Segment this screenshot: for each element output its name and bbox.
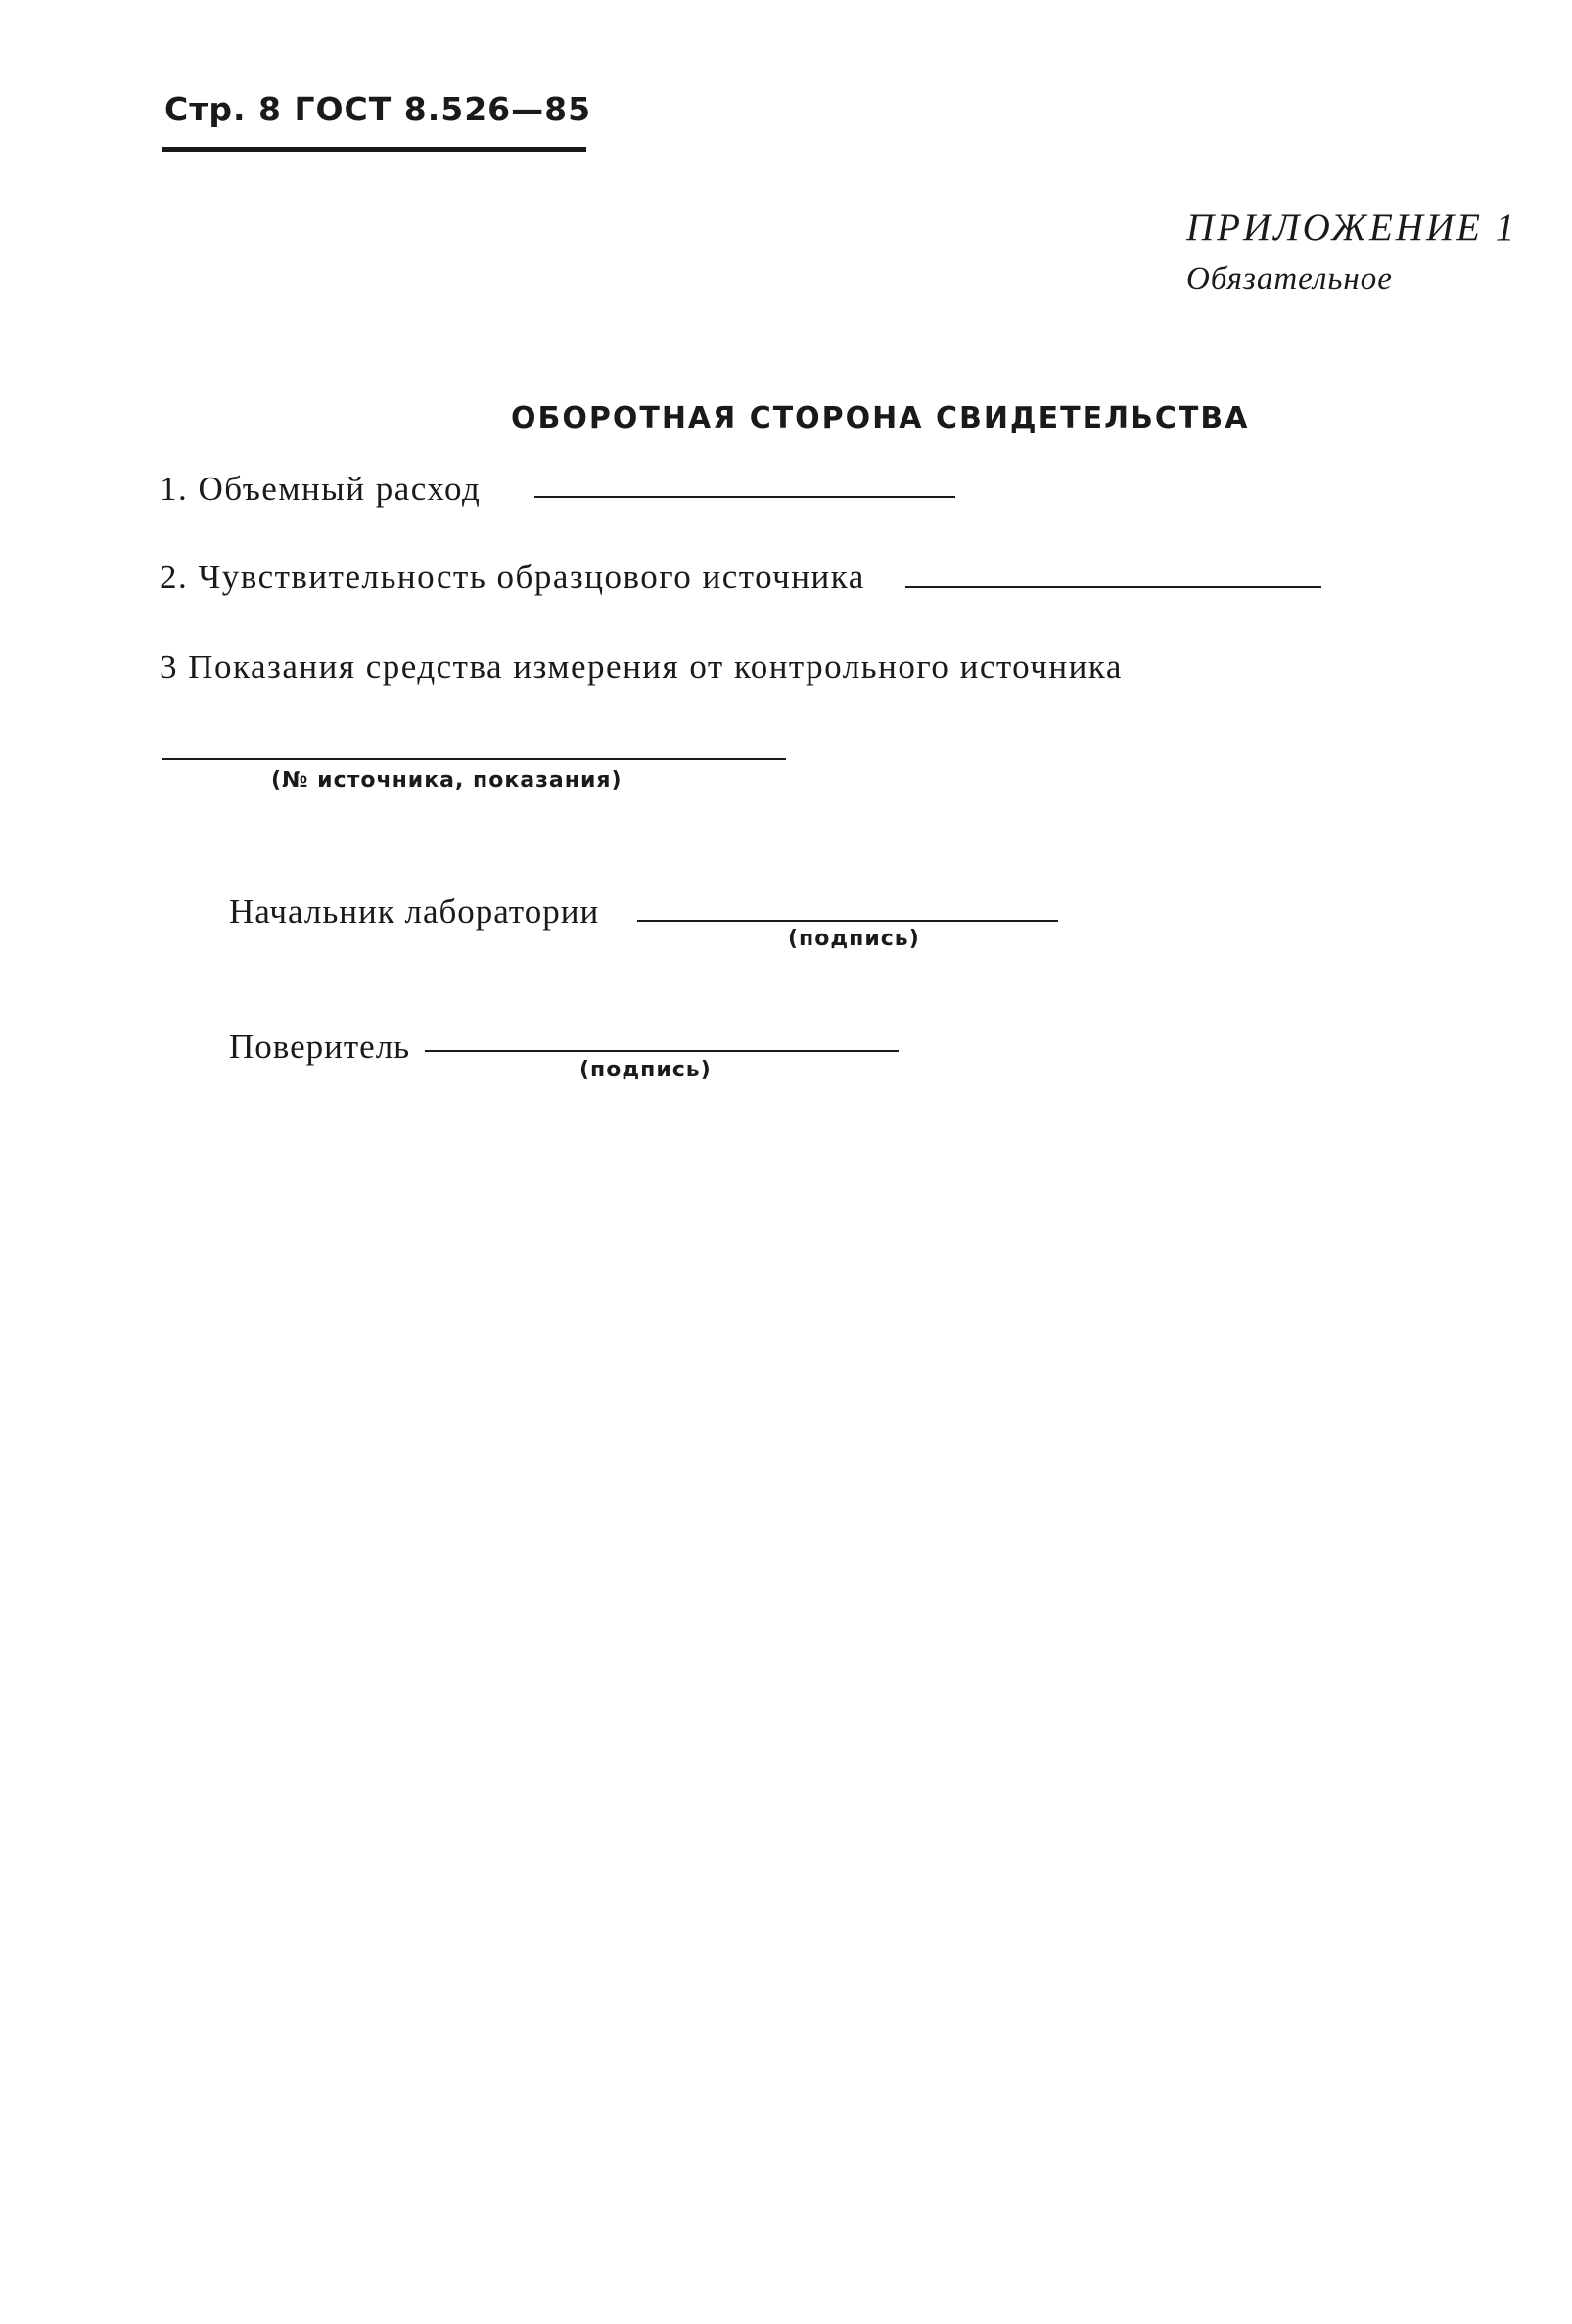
- fill-line-reference-sensitivity: [905, 586, 1321, 588]
- appendix-title: ПРИЛОЖЕНИЕ 1: [1186, 206, 1518, 249]
- header-rule: [162, 147, 586, 152]
- signature-line-verifier: [425, 1050, 899, 1052]
- running-header: Стр. 8 ГОСТ 8.526—85: [164, 90, 592, 128]
- caption-source-reading: (№ источника, показания): [271, 768, 623, 793]
- signature-label-lab-head: Начальник лаборатории: [229, 892, 600, 931]
- appendix-status: Обязательное: [1186, 261, 1393, 296]
- signature-label-verifier: Поверитель: [229, 1027, 411, 1066]
- item-reference-sensitivity: 2. Чувствительность образцового источника: [160, 558, 865, 596]
- fill-line-volume-flow: [534, 496, 955, 498]
- fill-line-control-readings: [162, 758, 786, 760]
- section-heading: ОБОРОТНАЯ СТОРОНА СВИДЕТЕЛЬСТВА: [511, 401, 1250, 435]
- signature-line-lab-head: [637, 920, 1058, 922]
- item-control-readings: 3 Показания средства измерения от контрольного источника: [160, 648, 1123, 686]
- item-volume-flow: 1. Объемный расход: [160, 470, 482, 508]
- signature-caption-lab-head: (подпись): [788, 927, 920, 951]
- signature-caption-verifier: (подпись): [579, 1058, 712, 1082]
